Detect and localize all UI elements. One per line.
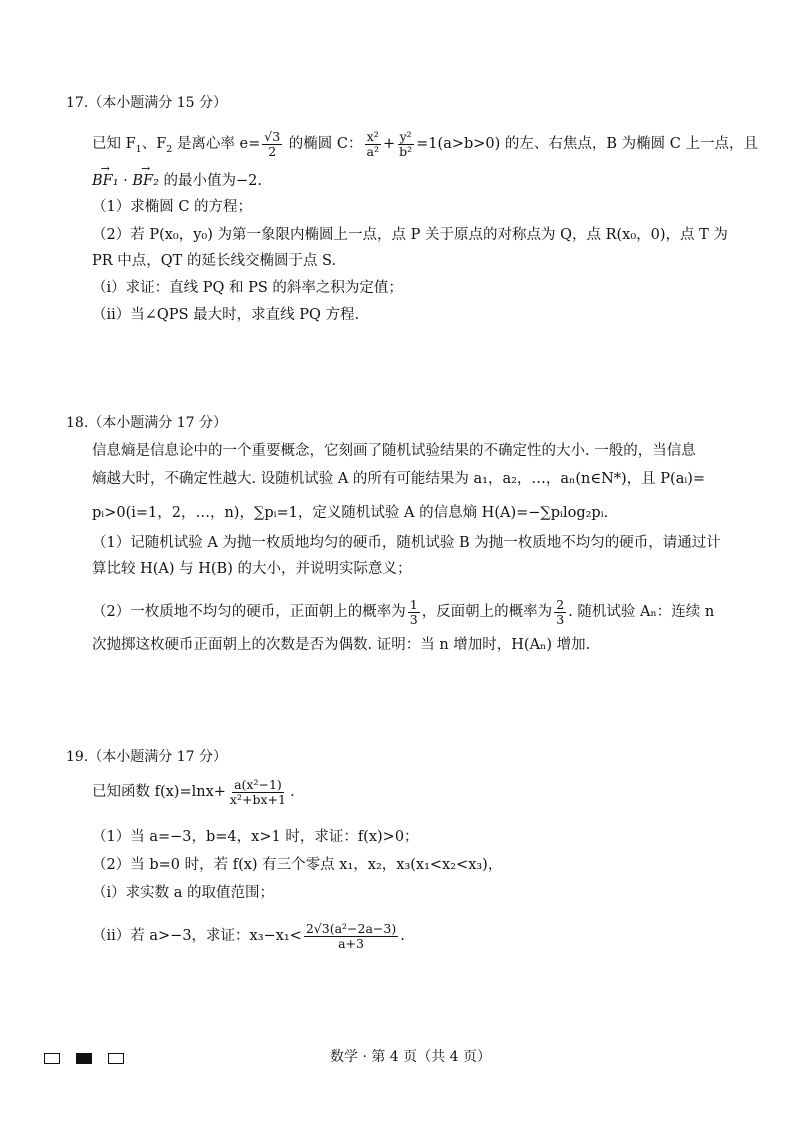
- q19-line-2: （1）当 a=−3，b=4，x>1 时，求证：f(x)>0；: [92, 829, 419, 845]
- tails-probability-fraction: $\frac{2}{3}$: [556, 597, 565, 627]
- q19-line-1: 已知函数 f(x)=lnx+ $\frac{\text{a(x²−1)}}{\text{x²+bx+1}}$ .: [92, 777, 295, 807]
- heads-probability-fraction: $\frac{1}{3}$: [409, 597, 418, 627]
- q17-line-6: （i）求证：直线 PQ 和 PS 的斜率之积为定值；: [92, 280, 403, 296]
- q17-line-1: 已知 $F_1$、$F_2$ 是离心率 e= $\frac{√3}{2}$ 的椭圆 C： $\frac{\text{x²}}{\text{a²}}$ + $\frac{\text{y²}}{\text{b²}}$ =1(a>b>0) 的左、右焦点，B 为椭圆 C 上一点，且: [92, 129, 758, 159]
- empty-box-marker: [108, 1053, 124, 1064]
- q17-line-4: （2）若 P(x₀，y₀) 为第一象限内椭圆上一点，点 P 关于原点的对称点为 Q，点 R(x₀，0)，点 T 为: [92, 227, 728, 243]
- q17-line-2: → BF₁ · → BF₂ 的最小值为−2.: [92, 170, 262, 192]
- q17-header: 17.（本小题满分 15 分）: [66, 95, 227, 111]
- q18-line-7: 次抛掷这枚硬币正面朝上的次数是否为偶数. 证明：当 n 增加时，H(Aₙ) 增加.: [92, 637, 591, 653]
- q18-line-2: 熵越大时，不确定性越大. 设随机试验 A 的所有可能结果为 a₁，a₂，…，aₙ(n∈N*)，且 P(aᵢ)=: [92, 471, 706, 487]
- q19-header: 19.（本小题满分 17 分）: [66, 749, 227, 765]
- q17-line-5: PR 中点，QT 的延长线交椭圆于点 S.: [92, 253, 337, 269]
- eccentricity-fraction: $\frac{√3}{2}$: [264, 129, 281, 159]
- q18-header: 18.（本小题满分 17 分）: [66, 415, 227, 431]
- q19-line-5: （ii）若 a>−3，求证：x₃−x₁< $\frac{\text{2√3(a²−2a−3)}}{a+3}$ .: [92, 921, 405, 951]
- q17-line-3: （1）求椭圆 C 的方程；: [92, 199, 253, 215]
- q18-line-6: （2）一枚质地不均匀的硬币，正面朝上的概率为 $\frac{1}{3}$ ，反面朝上的概率为 $\frac{2}{3}$ . 随机试验 Aₙ：连续 n: [92, 597, 715, 627]
- bound-fraction: $\frac{\text{2√3(a²−2a−3)}}{a+3}$: [305, 921, 397, 951]
- x-term-fraction: $\frac{\text{x²}}{\text{a²}}$: [366, 129, 379, 159]
- y-term-fraction: $\frac{\text{y²}}{\text{b²}}$: [399, 129, 413, 159]
- function-fraction: $\frac{\text{a(x²−1)}}{\text{x²+bx+1}}$: [229, 777, 286, 807]
- q18-line-5: 算比较 H(A) 与 H(B) 的大小，并说明实际意义；: [92, 561, 412, 577]
- page-number: 数学 · 第 4 页（共 4 页）: [330, 1049, 491, 1065]
- q19-line-3: （2）当 b=0 时，若 f(x) 有三个零点 x₁，x₂，x₃(x₁<x₂<x₃)，: [92, 857, 503, 873]
- q17-line-7: （ii）当∠QPS 最大时，求直线 PQ 方程.: [92, 307, 360, 323]
- q19-line-4: （i）求实数 a 的取值范围；: [92, 885, 274, 901]
- page-footer: [0, 1046, 800, 1070]
- filled-box-marker: [76, 1053, 92, 1064]
- q18-line-4: （1）记随机试验 A 为抛一枚质地均匀的硬币，随机试验 B 为抛一枚质地不均匀的硬币，请通过计: [92, 535, 721, 551]
- empty-box-marker: [44, 1053, 60, 1064]
- q18-line-1: 信息熵是信息论中的一个重要概念，它刻画了随机试验结果的不确定性的大小. 一般的，当信息: [92, 443, 696, 459]
- q18-line-3: pᵢ>0(i=1，2，…，n)，∑pᵢ=1，定义随机试验 A 的信息熵 H(A)=−∑pᵢlog₂pᵢ.: [92, 505, 609, 521]
